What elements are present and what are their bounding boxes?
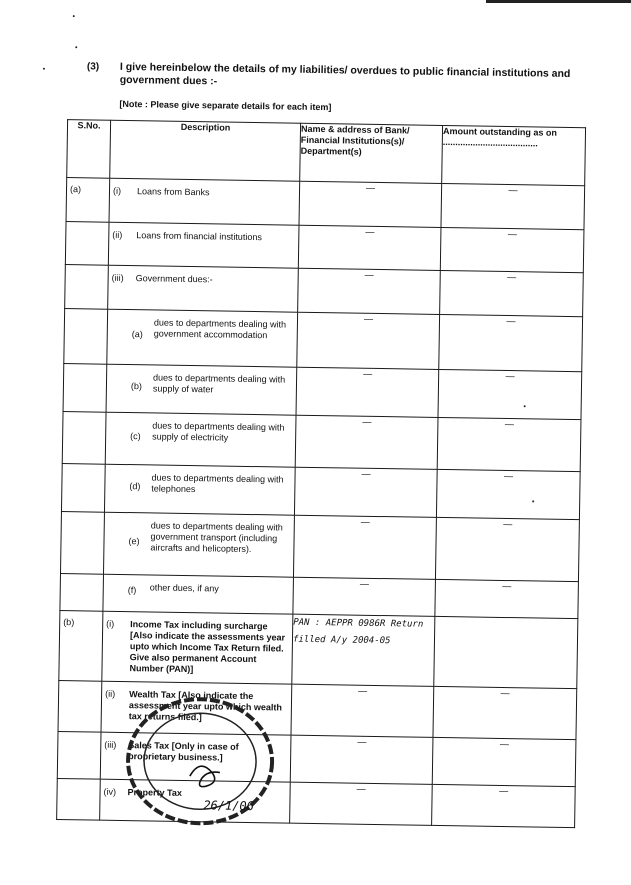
- intro-paragraph: I give hereinbelow the details of my liabilities/ overdues to public financial institutions and government dues :-: [119, 60, 571, 88]
- row-name-address: —: [296, 367, 439, 417]
- item-number: (3): [86, 61, 100, 73]
- row-amount: —: [440, 227, 584, 272]
- row-roman-numeral: (ii): [112, 229, 123, 240]
- row-sub-letter: (e): [128, 535, 140, 546]
- header-amount: Amount outstanding as on ......................................: [442, 125, 586, 185]
- row-name-address: PAN : AEPPR 0986R Return filled A/y 2004-05: [292, 614, 435, 686]
- row-description: [108, 222, 299, 268]
- row-name-address: —: [298, 225, 441, 270]
- note-line: [Note : Please give separate details for each item]: [119, 98, 332, 113]
- header-sno: S.No.: [67, 120, 111, 179]
- table-header-row: [67, 120, 586, 186]
- table-row: [66, 178, 585, 230]
- row-name-address: —: [298, 268, 441, 314]
- row-roman-numeral: (iv): [103, 786, 117, 797]
- scan-speck: [532, 500, 534, 502]
- row-amount: —: [439, 314, 583, 371]
- signature-date: 26/1/06: [203, 798, 255, 814]
- row-sno: [65, 265, 109, 310]
- table-row: [65, 222, 584, 273]
- row-sub-letter: (f): [127, 585, 137, 596]
- row-sub-letter: (c): [130, 430, 141, 441]
- row-sno: [57, 778, 101, 820]
- row-description-text: Loans from financial institutions: [136, 230, 262, 243]
- row-amount: —: [435, 517, 579, 581]
- header-description: Description: [110, 120, 301, 181]
- scan-speck: [524, 405, 526, 407]
- row-description: [107, 309, 298, 367]
- row-sno: [65, 222, 109, 266]
- row-sub-letter: (a): [131, 329, 143, 340]
- table-row: [63, 364, 582, 420]
- row-sno: (a): [66, 178, 110, 223]
- row-roman-numeral: (i): [106, 618, 115, 629]
- row-description: [106, 364, 297, 415]
- table-row: [59, 611, 578, 689]
- row-sno: [60, 512, 104, 575]
- row-roman-numeral: (ii): [105, 688, 116, 699]
- row-sno: [60, 574, 104, 612]
- row-amount: —: [437, 417, 581, 471]
- row-description-text: Property Tax: [127, 787, 183, 798]
- row-roman-numeral: (iii): [111, 272, 124, 283]
- scan-speck: [73, 15, 75, 17]
- scan-edge-mark: [486, 0, 631, 3]
- scan-speck: [75, 46, 77, 48]
- row-description: [104, 464, 295, 515]
- official-stamp: [119, 690, 281, 832]
- row-sno: (b): [59, 611, 103, 682]
- row-description-text: dues to departments dealing with government transport (including aircrafts and helicopters).: [150, 520, 283, 555]
- row-description-text: Sales Tax [Only in case of proprietary business.]: [128, 740, 239, 763]
- row-roman-numeral: (iii): [104, 739, 117, 750]
- row-description-text: Loans from Banks: [136, 186, 210, 198]
- row-sno: [62, 412, 106, 465]
- row-description-text: dues to departments dealing with telephones: [151, 472, 284, 495]
- signature-scribble: [190, 766, 220, 787]
- row-sno: [57, 732, 101, 780]
- row-amount: —: [432, 737, 576, 786]
- row-description: [109, 178, 300, 225]
- row-description: [105, 412, 296, 467]
- row-name-address: —: [297, 312, 440, 369]
- row-sno: [61, 464, 105, 513]
- row-name-address: —: [299, 181, 442, 227]
- row-roman-numeral: (i): [112, 185, 122, 196]
- row-description-text: Wealth Tax [Also indicate the assessment year upto which wealth tax returns filed.]: [128, 689, 283, 723]
- row-name-address: —: [295, 415, 438, 469]
- row-description: [108, 265, 299, 312]
- row-name-address: —: [294, 467, 437, 517]
- row-name-address: —: [290, 735, 433, 784]
- row-sno: [58, 681, 102, 733]
- row-sub-letter: (b): [130, 380, 143, 391]
- row-description-text: Government dues:-: [135, 273, 213, 285]
- row-amount: [434, 616, 578, 688]
- row-amount: —: [440, 270, 584, 316]
- row-amount: —: [435, 579, 579, 618]
- row-description: [102, 611, 293, 684]
- row-sno: [64, 309, 108, 365]
- row-description-text: Income Tax including surcharge [Also indicate the assessments year upto which Income Tax Return filed. Give also permanent Account Number (PAN)]: [129, 619, 286, 675]
- row-name-address: —: [290, 782, 433, 825]
- row-description: [103, 574, 294, 614]
- scan-speck: [43, 68, 45, 70]
- row-description-text: dues to departments dealing with supply of electricity: [152, 420, 285, 443]
- table-row: [61, 464, 580, 520]
- row-sub-letter: (d): [129, 480, 141, 491]
- table-row: [64, 309, 583, 372]
- table-row: [65, 265, 584, 317]
- header-name-address: Name & address of Bank/ Financial Institutions(s)/ Department(s): [300, 123, 443, 183]
- row-description-text: other dues, if any: [149, 582, 219, 594]
- row-amount: —: [433, 686, 577, 739]
- row-name-address: —: [293, 577, 436, 616]
- table-row: [62, 412, 581, 472]
- row-name-address: —: [291, 684, 434, 737]
- table-row: [60, 512, 579, 582]
- row-description-text: dues to departments dealing with supply of water: [152, 372, 286, 395]
- row-description: [103, 512, 294, 577]
- row-description-text: dues to departments dealing with government accommodation: [153, 317, 287, 341]
- row-amount: —: [432, 784, 576, 827]
- row-name-address: —: [293, 515, 436, 579]
- row-amount: —: [441, 183, 585, 229]
- row-amount: —: [436, 469, 580, 519]
- row-amount: —: [438, 369, 582, 419]
- row-sno: [63, 364, 107, 413]
